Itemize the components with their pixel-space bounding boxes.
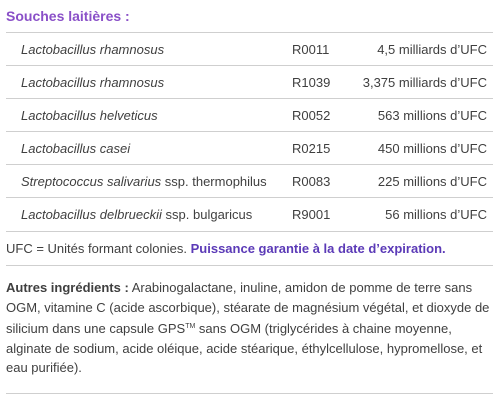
strain-code: R9001: [292, 207, 331, 222]
table-row: [6, 99, 493, 132]
other-ingredients-label: Autres ingrédients :: [6, 280, 129, 295]
strain-dose: 3,375 milliards d’UFC: [362, 74, 487, 90]
strain-dose: 450 millions d’UFC: [377, 140, 487, 156]
strain-dose: 4,5 milliards d’UFC: [377, 41, 487, 57]
strain-dose: 225 millions d’UFC: [377, 173, 487, 189]
other-ingredients-text: Arabinogalactane, inuline, amidon de pomme de terre sans OGM, vitamine C (acide ascorbique), stéarate de magnésium végétal, et dioxyde de silicium dans une capsule GPS: [6, 280, 490, 336]
strain-code: R0215: [292, 140, 331, 156]
ufc-definition: UFC = Unités formant colonies.: [6, 241, 191, 256]
section-heading-dairy-strains: Souches laitières :: [6, 8, 130, 24]
table-row: [6, 132, 493, 165]
other-ingredients: [6, 278, 494, 378]
table-row: [6, 66, 493, 99]
trademark-mark: TM: [185, 323, 196, 330]
strain-code: R0083: [292, 173, 331, 189]
divider: [6, 265, 493, 266]
ufc-note: [6, 241, 446, 256]
strain-table: [6, 32, 493, 232]
other-ingredients-text-continued: sans OGM (triglycérides à chaine moyenne, alginate de sodium, acide oléique, acide stéarique, éthylcellulose, hypromellose, et eau purifiée).: [6, 321, 483, 375]
strain-code: R0052: [292, 107, 331, 123]
table-row: [6, 33, 493, 66]
strain-name: Lactobacillus delbrueckii ssp. bulgaricus: [21, 207, 253, 222]
strain-name: Streptococcus salivarius ssp. thermophilus: [21, 173, 267, 189]
strain-code: R1039: [292, 74, 331, 90]
potency-guarantee: Puissance garantie à la date d’expiration.: [190, 241, 446, 256]
table-row: [6, 198, 493, 232]
divider: [6, 393, 493, 394]
table-row: [6, 165, 493, 198]
strain-name: Lactobacillus rhamnosus: [21, 41, 165, 57]
strain-dose: 56 millions d’UFC: [385, 207, 487, 222]
strain-name: Lactobacillus helveticus: [21, 107, 158, 123]
strain-name: Lactobacillus casei: [21, 140, 131, 156]
strain-code: R0011: [292, 41, 330, 57]
strain-dose: 563 millions d’UFC: [377, 107, 487, 123]
strain-name: Lactobacillus rhamnosus: [21, 74, 165, 90]
